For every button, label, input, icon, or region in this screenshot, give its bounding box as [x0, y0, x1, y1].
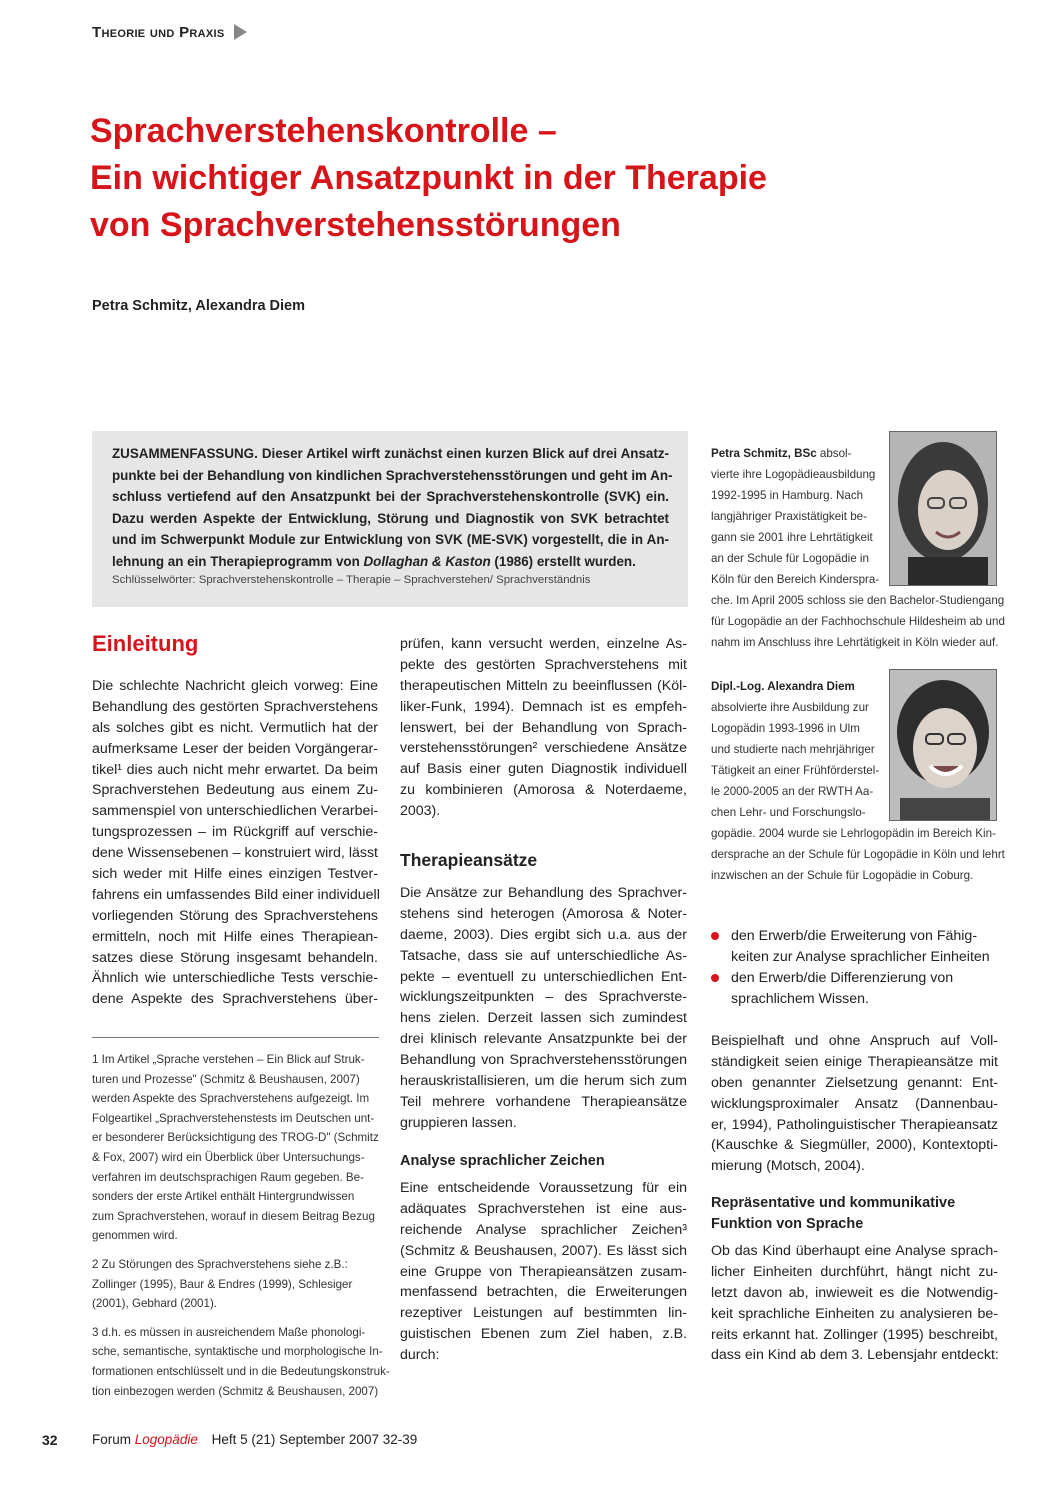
authors: Petra Schmitz, Alexandra Diem [92, 298, 306, 314]
footnote-divider [92, 1037, 379, 1038]
body-line: fahrens ein umfassendes Bild einer individuell [92, 886, 380, 903]
body-line: herauskristallisieren, um die herum sich zum [400, 1073, 687, 1090]
body-line: Tatsache, dass sie auf unterschiedliche As- [400, 947, 687, 964]
body-line: aufmerksame Leser der beiden Vorgängerar- [92, 740, 378, 757]
column-1-body [92, 676, 378, 1010]
body-line: (Kauschke & Siegmüller, 2000), Kontextopti- [711, 1137, 998, 1154]
body-line: gruppieren lassen. [400, 1114, 517, 1131]
footnote-line: turen und Prozesse" (Schmitz & Beushausen, 2007) [92, 1072, 360, 1086]
page-number: 32 [42, 1432, 58, 1448]
abstract-line: schluss vertiefend auf den Ansatzpunkt bei der Sprachverstehenskontrolle (SVK) ein. [112, 489, 669, 505]
abstract-line: punkte bei der Behandlung von kindlichen Sprachverstehensstörungen und geht im An- [112, 467, 673, 483]
list-item-line: den Erwerb/die Erweiterung von Fähig- [731, 928, 978, 944]
footnote-line: 2 Zu Störungen des Sprachverstehens siehe z.B.: [92, 1257, 348, 1271]
bio-line: absolvierte ihre Ausbildung zur [711, 701, 869, 714]
list-item-line: keiten zur Analyse sprachlicher Einheiten [731, 948, 990, 965]
bio-name-line [711, 676, 1005, 697]
body-line: verstehensstörungen² verschiedene Ansätze [400, 740, 687, 757]
body-line: reits erkannt hat. Zollinger (1995) beschreibt, [711, 1326, 998, 1343]
body-line: Behandlung des gestörten Sprachverstehens [92, 698, 378, 715]
subheading-line: Repräsentative und kommunikative [711, 1195, 956, 1211]
bio-line-part: absol- [816, 447, 852, 460]
bio-alexandra [711, 676, 1005, 886]
bio-line: langjähriger Praxistätigkeit be- [711, 510, 867, 523]
heading-einleitung: Einleitung [92, 631, 199, 656]
body-line: dene Aspekte des Sprachverstehens über- [92, 991, 378, 1008]
footnote-line: & Fox, 2007) wird ein Überblick über Untersuchungs- [92, 1150, 365, 1164]
body-line: tungsprozessen – im Rückgriff auf verschie- [92, 824, 378, 841]
abstract-text [112, 443, 673, 573]
keywords: Schlüsselwörter: Sprachverstehenskontrolle – Therapie – Sprachverstehen/ Sprachverständnis [112, 574, 591, 586]
footnotes [92, 1050, 390, 1401]
body-line: 2003). [400, 803, 441, 820]
body-line: sich weder mit Hilfe eines einzigen Testver- [92, 866, 378, 883]
body-line: pekte des gestörten Sprachverstehens mit [400, 656, 687, 673]
heading-therapieansaetze: Therapieansätze [400, 850, 538, 870]
issue-info: Heft 5 (21) September 2007 32-39 [211, 1432, 418, 1447]
footnote-line: genommen wird. [92, 1229, 178, 1243]
list-item-line: den Erwerb/die Differenzierung von [731, 969, 954, 986]
body-line: (Schmitz & Beushausen, 2007). Es lässt sich [400, 1242, 687, 1259]
bio-line: chen Lehr- und Forschungslo- [711, 806, 866, 819]
subheading-repraesentative [711, 1193, 955, 1235]
section-label [92, 24, 247, 41]
body-line: Eine entscheidende Voraussetzung für ein [400, 1180, 687, 1196]
body-line: als solches gibt es nicht. Vermutlich hat der [92, 719, 378, 736]
bio-line: Logopädin 1993-1996 in Ulm [711, 722, 860, 735]
footnote-line: Folgeartikel „Sprachverstehenstests im Deutschen unt- [92, 1111, 375, 1125]
journal-footer [92, 1432, 417, 1447]
footnote-line: sche, semantische, syntaktische und morphologische In- [92, 1345, 383, 1359]
body-line: prüfen, kann versucht werden, einzelne As- [400, 636, 687, 652]
body-line: ständigkeit seien einige Therapieansätze mit [711, 1053, 998, 1070]
body-line: letzt davon ab, inwieweit es die Notwendig- [711, 1284, 998, 1301]
abstract-last-line [112, 551, 669, 573]
body-line: sammenspiel von unterschiedlichen Verarbei- [92, 803, 379, 820]
body-line: mierung (Motsch, 2004). [711, 1158, 865, 1175]
footnote-line: werden Aspekte des Sprachverstehens aufgezeigt. Im [92, 1092, 370, 1106]
abstract-line: ZUSAMMENFASSUNG. Dieser Artikel wirft zunächst einen kurzen Blick auf drei Ansatz- [112, 446, 669, 461]
body-line: reichende Analyse sprachlicher Zeichen³ [400, 1221, 687, 1238]
body-line: durch: [400, 1347, 440, 1364]
body-line: Ähnlich wie unterschiedliche Tests verschie- [92, 970, 378, 987]
body-line: daeme, 2003). Dies ergibt sich u.a. aus der [400, 926, 687, 943]
bio-line: an der Schule für Logopädie in [711, 552, 869, 565]
bio-line: inzwischen an der Schule für Logopädie in Coburg. [711, 869, 974, 882]
body-line: pekte – eventuell zu unterschiedlichen Ent- [400, 968, 687, 985]
body-line: er, 1994), Patholinguistischer Therapieansatz [711, 1116, 998, 1133]
body-line: Behandlung von Sprachverstehensstörungen [400, 1052, 687, 1069]
bio-line: dersprache an der Schule für Logopädie in Köln und lehrt [711, 848, 1005, 861]
footnote-line: sonders der erste Artikel enthält Hintergrundwissen [92, 1190, 355, 1204]
title-line: Sprachverstehenskontrolle – [90, 112, 557, 150]
title-line: von Sprachverstehensstörungen [90, 206, 621, 244]
bio-name: Dipl.-Log. Alexandra Diem [711, 680, 855, 693]
body-line: menfassend betrachten, die Erweiterungen [400, 1284, 687, 1301]
body-line: guistischen Ebenen zum Ziel haben, z.B. [400, 1326, 687, 1343]
article-title [90, 108, 990, 249]
footnote-line: formationen entschlüsselt und in die Bedeutungskonstruk- [92, 1364, 390, 1378]
footnote-line: (2001), Gebhard (2001). [92, 1297, 218, 1311]
bio-line: gopädie. 2004 wurde sie Lehrlogopädin im Bereich Kin- [711, 827, 996, 840]
body-line: adäquates Sprachverstehen ist eine aus- [400, 1200, 687, 1217]
bio-line: für Logopädie an der Fachhochschule Hildesheim ab und [711, 615, 1005, 628]
subheading-analyse: Analyse sprachlicher Zeichen [400, 1153, 605, 1169]
bio-petra [711, 443, 1005, 653]
body-line: drei klinisch relevante Ansatzpunkte bei der [400, 1031, 687, 1048]
bio-line: vierte ihre Logopädieausbildung [711, 468, 876, 481]
bio-line: Tätigkeit an einer Frühförderstel- [711, 764, 880, 777]
abstract-citation: Dollaghan & Kaston [363, 553, 491, 569]
column-2-body [400, 634, 687, 822]
list-item [711, 968, 998, 1010]
bio-name: Petra Schmitz, BSc [711, 447, 817, 460]
body-line: eine Gruppe von Therapieansätzen zusam- [400, 1263, 687, 1280]
body-line: stehens sind heterogen (Amorosa & Noter- [400, 905, 687, 922]
abstract-line: und im Schwerpunkt Module zur Entwicklung von SVK (ME-SVK) vorgestellt, die in An- [112, 532, 669, 548]
body-line: zu kombinieren (Amorosa & Noterdaeme, [400, 782, 687, 799]
body-line: lenswert, bei der Behandlung von Sprach- [400, 719, 687, 736]
body-line: Sprachverstehen Bedeutung aus einem Zu- [92, 782, 378, 799]
abstract-text-part: lehnung an ein Therapieprogramm von [112, 553, 364, 569]
footnote-line: 3 d.h. es müssen in ausreichendem Maße phonologi- [92, 1325, 366, 1339]
bio-first-line [711, 443, 1005, 464]
body-line: keit sprachliche Einheiten zu analysieren be- [711, 1305, 998, 1322]
triangle-right-icon [234, 24, 247, 40]
body-line: Beispielhaft und ohne Anspruch auf Voll- [711, 1033, 998, 1049]
bio-line: nahm im Anschluss ihre Lehrtätigkeit in Köln wieder auf. [711, 636, 999, 649]
abstract-box [92, 431, 688, 607]
list-item [711, 926, 998, 968]
footnote-line: er besonderer Berücksichtigung des TROG-D" (Schmitz [92, 1131, 379, 1145]
body-line: licher Einheiten durchführt, hängt nicht zu- [711, 1263, 998, 1280]
column-3-body-2 [711, 1241, 998, 1366]
body-line: vorliegenden Störung des Sprachverstehens [92, 907, 378, 924]
body-line: dene Wissensebenen – konstruiert wird, lässt [92, 845, 378, 862]
body-line: Die Ansätze zur Behandlung des Sprachver- [400, 885, 687, 901]
footnote-line: zum Sprachverstehen, worauf in diesem Beitrag Bezug [92, 1209, 375, 1223]
footnote-line: verfahren im deutschsprachigen Raum gegeben. Be- [92, 1170, 364, 1184]
footnote-2 [92, 1255, 378, 1314]
body-line: wicklungszeitpunkten – des Sprachverste- [400, 989, 687, 1006]
bio-line: und studierte nach mehrjähriger [711, 743, 875, 756]
column-3-body [711, 1031, 998, 1177]
body-line: Die schlechte Nachricht gleich vorweg: Eine [92, 678, 378, 694]
title-line: Ein wichtiger Ansatzpunkt in der Therapie [90, 159, 767, 197]
footnote-1 [92, 1050, 378, 1246]
section-label-text: Theorie und Praxis [92, 24, 225, 41]
abstract-line: Dazu werden Aspekte der Entwicklung, Störung und Diagnostik von SVK betrachtet [112, 510, 669, 526]
column-2-body-3 [400, 1178, 687, 1366]
bullet-dot-icon [711, 974, 719, 982]
body-line: rezeptiver Leistungen auf bestimmten lin- [400, 1305, 687, 1322]
body-line: auf Basis einer guten Diagnostik individuell [400, 761, 687, 778]
footnote-line: 1 Im Artikel „Sprache verstehen – Ein Blick auf Struk- [92, 1053, 365, 1066]
bullet-list [711, 926, 998, 1010]
bio-line: Köln für den Bereich Kinderspra- [711, 573, 880, 586]
body-line: ermitteln, noch mit Hilfe eines Therapiean- [92, 928, 378, 945]
body-line: Ob das Kind überhaupt eine Analyse sprach- [711, 1243, 998, 1259]
body-line: liker-Funk, 1994). Demnach ist es empfeh- [400, 698, 687, 715]
bio-line: che. Im April 2005 schloss sie den Bachelor-Studiengang [711, 594, 1005, 607]
column-2-body-2 [400, 883, 687, 1134]
footnote-3 [92, 1323, 390, 1401]
list-item-line: sprachlichem Wissen. [731, 990, 869, 1007]
bio-line: 1992-1995 in Hamburg. Nach [711, 489, 864, 502]
body-line: dass ein Kind ab dem 3. Lebensjahr entdeckt: [711, 1347, 999, 1364]
body-line: oben genannter Zielsetzung genannt: Ent- [711, 1074, 998, 1091]
bio-line: gann sie 2001 ihre Lehrtätigkeit [711, 531, 873, 544]
abstract-text-part: (1986) erstellt wurden. [490, 553, 636, 569]
body-line: tikel¹ dies auch nicht mehr erwartet. Da beim [92, 761, 378, 778]
body-line: hens zielen. Derzeit lassen sich zumindest [400, 1010, 687, 1027]
footnote-line: Zollinger (1995), Baur & Endres (1999), Schlesiger [92, 1277, 353, 1291]
subheading-line: Funktion von Sprache [711, 1215, 864, 1232]
bullet-dot-icon [711, 932, 719, 940]
body-line: wicklungsproximaler Ansatz (Dannenbau- [711, 1095, 998, 1112]
body-line: therapeutischen Mitteln zu beeinflussen (Köl- [400, 677, 687, 694]
body-line: satzes diese Störung insgesamt behandeln. [92, 949, 378, 966]
journal-name: Forum [92, 1432, 135, 1447]
body-line: Teil mehrere vorhandene Therapieansätze [400, 1093, 687, 1110]
footnote-line: tion einbezogen werden (Schmitz & Beushausen, 2007) [92, 1384, 379, 1398]
bio-line: le 2000-2005 an der RWTH Aa- [711, 785, 874, 798]
journal-name-accent: Logopädie [134, 1432, 198, 1447]
